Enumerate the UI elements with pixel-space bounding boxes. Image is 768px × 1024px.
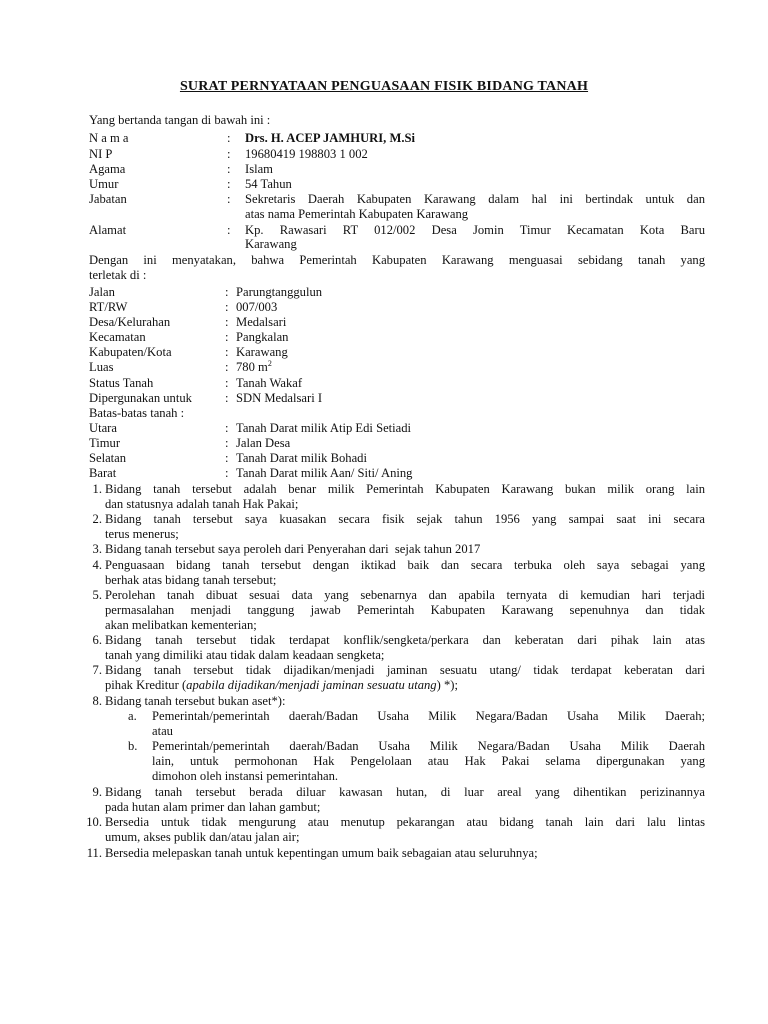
item-text-line: umum, akses publik dan/atau jalan air;	[105, 830, 300, 844]
item-text-line: Bidang tanah tersebut bukan aset*):	[105, 694, 286, 708]
item-text-line: Bersedia untuk tidak mengurung atau menutup pekarangan atau bidang tanah lain dari lalu lintas	[105, 815, 705, 829]
item-text-line: Bidang tanah tersebut saya kuasakan secara fisik sejak tahun 1956 yang sampai saat ini secara	[105, 512, 705, 526]
item-text-line: terus menerus;	[105, 527, 179, 541]
sub-item-text-line: Pemerintah/pemerintah daerah/Badan Usaha Milik Negara/Badan Usaha Milik Daerah;	[152, 709, 705, 723]
land-value: Tanah Wakaf	[236, 376, 303, 390]
batas-colon: :	[225, 421, 229, 435]
land-value: Pangkalan	[236, 330, 289, 344]
field-value: Drs. H. ACEP JAMHURI, M.Si	[245, 131, 416, 145]
field-label: NI P	[89, 147, 113, 161]
batas-heading: Batas-batas tanah :	[89, 406, 185, 420]
item-text-line: dan statusnya adalah tanah Hak Pakai;	[105, 497, 299, 511]
document-title: SURAT PERNYATAAN PENGUASAAN FISIK BIDANG TANAH	[179, 79, 589, 94]
text-segment: ) *);	[436, 678, 458, 692]
field-value-line: Kp. Rawasari RT 012/002 Desa Jomin Timur Kecamatan Kota Baru	[245, 223, 705, 237]
item-number: 2.	[92, 512, 102, 526]
item-text-line: pada hutan alam primer dan lahan gambut;	[105, 800, 321, 814]
item-text-line: permasalahan menjadi tanggung jawab Pemerintah Kabupaten Karawang sepenuhnya dan tidak	[105, 603, 705, 617]
field-value: 19680419 198803 1 002	[245, 147, 368, 161]
land-colon: :	[225, 285, 229, 299]
luas-value: 780 m	[236, 360, 268, 374]
item-text-line: Penguasaan bidang tanah tersebut dengan iktikad baik dan secara terbuka oleh saya sebagai yang	[105, 558, 705, 572]
item-text-line: Bersedia melepaskan tanah untuk kepentingan umum baik sebagaian atau seluruhnya;	[105, 846, 538, 860]
item-number: 10.	[86, 815, 102, 829]
item-number: 8.	[92, 694, 102, 708]
batas-label: Timur	[89, 436, 121, 450]
land-colon: :	[225, 345, 229, 359]
text-segment: pihak Kreditur (	[105, 678, 187, 692]
field-value-line: Karawang	[245, 237, 297, 251]
item-text-line: Bidang tanah tersebut saya peroleh dari Penyerahan dari sejak tahun 2017	[105, 542, 481, 556]
batas-colon: :	[225, 436, 229, 450]
land-value: SDN Medalsari I	[236, 391, 323, 405]
item-text-line: akan melibatkan kementerian;	[105, 618, 257, 632]
item-number: 1.	[92, 482, 102, 496]
item-number: 7.	[92, 663, 102, 677]
sub-item-letter: a.	[128, 709, 137, 723]
item-number: 9.	[92, 785, 102, 799]
field-colon: :	[227, 177, 231, 191]
intro-text: Yang bertanda tangan di bawah ini :	[89, 113, 271, 127]
field-value-line: Sekretaris Daerah Kabupaten Karawang dalam hal ini bertindak untuk dan	[245, 192, 705, 206]
land-value: Medalsari	[236, 315, 287, 329]
field-label: Jabatan	[89, 192, 127, 206]
land-colon: :	[225, 360, 229, 374]
batas-label: Barat	[89, 466, 117, 480]
field-colon: :	[227, 131, 231, 145]
item-text-line: tanah yang dimiliki atau tidak dalam keadaan sengketa;	[105, 648, 385, 662]
batas-value: Tanah Darat milik Atip Edi Setiadi	[236, 421, 412, 435]
field-colon: :	[227, 147, 231, 161]
item-number: 3.	[92, 542, 102, 556]
item-text-line	[105, 678, 705, 693]
land-colon: :	[225, 376, 229, 390]
item-text-line: Perolehan tanah dibuat sesuai data yang sebenarnya dan apabila ternyata di kemudian hari terjadi	[105, 588, 705, 602]
field-label: Umur	[89, 177, 119, 191]
land-label: Status Tanah	[89, 376, 154, 390]
batas-value: Jalan Desa	[236, 436, 291, 450]
item-text-line: Bidang tanah tersebut tidak dijadikan/menjadi jaminan sesuatu utang/ tidak terdapat keberatan dari	[105, 663, 705, 677]
sub-item-text-line: atau	[152, 724, 173, 738]
field-value: Islam	[245, 162, 273, 176]
sub-item-letter: b.	[128, 739, 138, 753]
land-value: Parungtanggulun	[236, 285, 323, 299]
field-colon: :	[227, 162, 231, 176]
item-number: 11.	[86, 846, 102, 860]
luas-unit-superscript: 2	[267, 358, 272, 368]
item-number: 4.	[92, 558, 102, 572]
land-colon: :	[225, 391, 229, 405]
field-value-line: atas nama Pemerintah Kabupaten Karawang	[245, 207, 469, 221]
land-value	[236, 360, 272, 375]
item-text-line: Bidang tanah tersebut berada diluar kawasan hutan, di luar areal yang dihentikan perizinannya	[105, 785, 705, 799]
field-label: Agama	[89, 162, 126, 176]
field-label: N a m a	[89, 131, 129, 145]
land-colon: :	[225, 315, 229, 329]
field-colon: :	[227, 192, 231, 206]
item-number: 6.	[92, 633, 102, 647]
batas-value: Tanah Darat milik Aan/ Siti/ Aning	[236, 466, 413, 480]
batas-value: Tanah Darat milik Bohadi	[236, 451, 367, 465]
statement-line: terletak di :	[89, 268, 147, 282]
sub-item-text-line: dimohon oleh instansi pemerintahan.	[152, 769, 339, 783]
sub-item-text-line: lain, untuk permohonan Hak Pengelolaan atau Hak Pakai selama dipergunakan yang	[152, 754, 705, 768]
field-value: 54 Tahun	[245, 177, 292, 191]
batas-colon: :	[225, 466, 229, 480]
batas-label: Selatan	[89, 451, 127, 465]
statement-line: Dengan ini menyatakan, bahwa Pemerintah Kabupaten Karawang menguasai sebidang tanah yang	[89, 253, 705, 267]
land-label: Kecamatan	[89, 330, 146, 344]
land-label: Jalan	[89, 285, 115, 299]
sub-item-text-line: Pemerintah/pemerintah daerah/Badan Usaha Milik Negara/Badan Usaha Milik Daerah	[152, 739, 705, 753]
item-text-line: berhak atas bidang tanah tersebut;	[105, 573, 277, 587]
land-colon: :	[225, 330, 229, 344]
item-text-line: Bidang tanah tersebut adalah benar milik Pemerintah Kabupaten Karawang bukan milik orang lain	[105, 482, 705, 496]
land-colon: :	[225, 300, 229, 314]
field-label: Alamat	[89, 223, 127, 237]
italic-segment: apabila dijadikan/menjadi jaminan sesuatu utang	[186, 678, 437, 692]
land-value: 007/003	[236, 300, 278, 314]
land-label: Desa/Kelurahan	[89, 315, 171, 329]
item-number: 5.	[92, 588, 102, 602]
land-value: Karawang	[236, 345, 288, 359]
batas-colon: :	[225, 451, 229, 465]
item-text-line: Bidang tanah tersebut tidak terdapat konflik/sengketa/perkara dan keberatan dari pihak lain atas	[105, 633, 705, 647]
batas-label: Utara	[89, 421, 117, 435]
field-colon: :	[227, 223, 231, 237]
land-label: Kabupaten/Kota	[89, 345, 172, 359]
land-label: RT/RW	[89, 300, 128, 314]
land-label: Luas	[89, 360, 114, 374]
land-label: Dipergunakan untuk	[89, 391, 192, 405]
